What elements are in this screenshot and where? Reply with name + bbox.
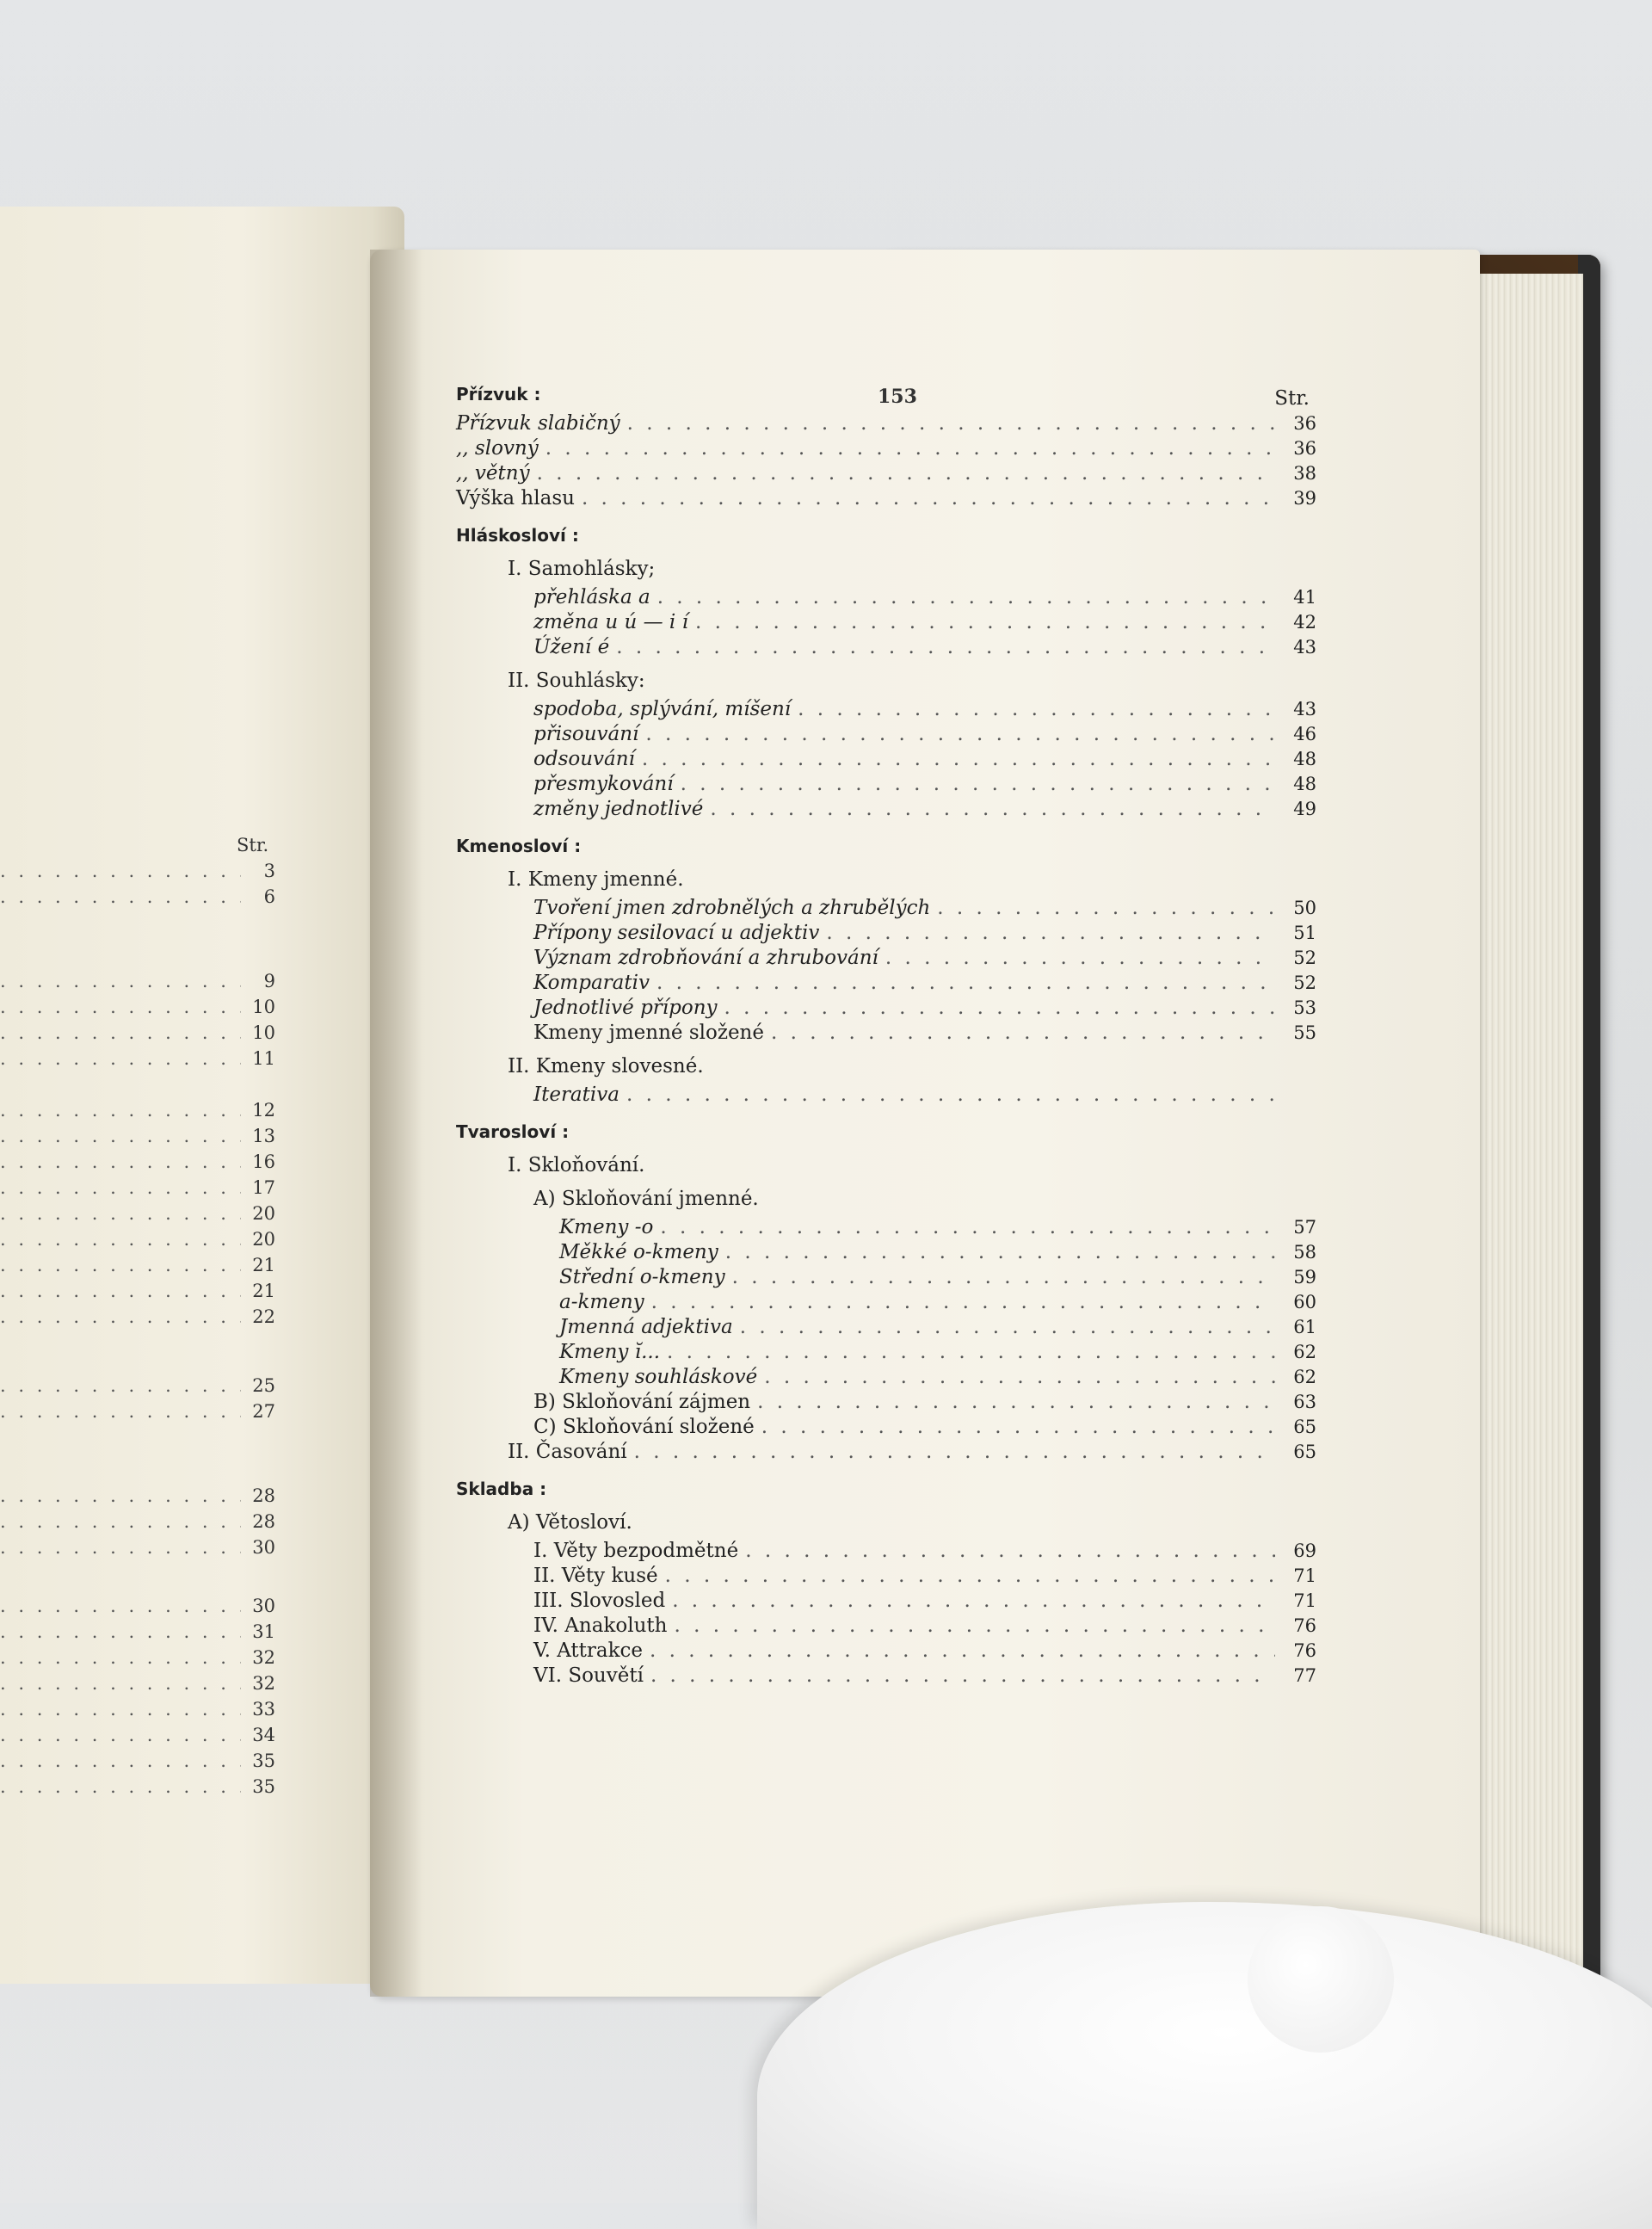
- entry-page-number: 48: [1293, 749, 1316, 769]
- subsection-heading: [456, 868, 1316, 892]
- entry-label: B) Skloňování zájmen: [533, 1391, 751, 1413]
- left-toc-entry: [0, 1022, 275, 1043]
- entry-page-number: 60: [1293, 1292, 1316, 1312]
- entry-page-number: 48: [1293, 774, 1316, 794]
- dot-leader: [651, 1290, 1275, 1315]
- toc-entry: [456, 411, 1316, 436]
- entry-label: I. Samohlásky;: [508, 558, 656, 580]
- toc-entry: [456, 635, 1316, 660]
- toc-entry: [456, 436, 1316, 461]
- dot-leader: [665, 1564, 1275, 1589]
- left-entry-page-number: 21: [252, 1281, 275, 1301]
- dot-leader: [0, 1100, 241, 1121]
- subsection-heading: [456, 669, 1316, 694]
- entry-page-number: 63: [1293, 1392, 1316, 1412]
- entry-page-number: 43: [1293, 699, 1316, 719]
- entry-page-number: 50: [1293, 898, 1316, 918]
- toc-entry: [456, 1589, 1316, 1614]
- left-entry-page-number: 21: [252, 1255, 275, 1275]
- dot-leader: [681, 772, 1275, 797]
- toc-entry: [456, 1240, 1316, 1265]
- toc-entry: [456, 921, 1316, 946]
- left-entry-page-number: 10: [252, 997, 275, 1017]
- dot-leader: [0, 1776, 241, 1797]
- entry-page-number: 52: [1293, 972, 1316, 993]
- toc-entry: [456, 1215, 1316, 1240]
- entry-label: V. Attrakce: [533, 1639, 644, 1662]
- dot-leader: [724, 996, 1275, 1021]
- left-entry-page-number: 32: [252, 1647, 275, 1668]
- toc-entry: [456, 1365, 1316, 1390]
- left-toc-entry: [0, 1126, 275, 1146]
- left-entry-page-number: 10: [252, 1022, 275, 1043]
- entry-label: Přípony sesilovací u adjektiv: [533, 922, 820, 944]
- entry-label: A) Skloňování jmenné.: [533, 1188, 759, 1210]
- left-toc-entry: [0, 1596, 275, 1616]
- entry-label: Jmenná adjektiva: [559, 1316, 733, 1338]
- entry-page-number: 46: [1293, 724, 1316, 744]
- left-entry-page-number: 30: [252, 1537, 275, 1558]
- entry-label: IV. Anakoluth: [533, 1615, 668, 1637]
- dot-leader: [725, 1240, 1275, 1265]
- left-entry-page-number: 17: [252, 1177, 275, 1198]
- entry-page-number: 76: [1293, 1615, 1316, 1636]
- left-entry-page-number: 30: [252, 1596, 275, 1616]
- dot-leader: [0, 997, 241, 1017]
- toc-entry: [456, 1664, 1316, 1689]
- entry-label: a-kmeny: [559, 1291, 644, 1313]
- glove-thumb: [1248, 1906, 1394, 2053]
- left-toc-entry: [0, 1229, 275, 1250]
- left-entry-page-number: 32: [252, 1673, 275, 1694]
- table-of-contents: [456, 370, 1316, 1689]
- toc-entry: [456, 996, 1316, 1021]
- section-heading: Kmenosloví :: [456, 836, 582, 856]
- dot-leader: [0, 1673, 241, 1694]
- entry-label: II. Časování: [508, 1441, 627, 1463]
- toc-entry: [456, 1265, 1316, 1290]
- entry-label: C) Skloňování složené: [533, 1416, 755, 1438]
- entry-label: přehláska a: [533, 586, 650, 608]
- left-toc-entry: [0, 1255, 275, 1275]
- entry-page-number: 65: [1293, 1442, 1316, 1462]
- dot-leader: [885, 946, 1275, 971]
- toc-entry: [456, 1564, 1316, 1589]
- page-number: 153: [878, 386, 917, 408]
- entry-label: Kmeny jmenné složené: [533, 1022, 764, 1044]
- entry-label: Střední o-kmeny: [559, 1266, 725, 1288]
- left-entry-page-number: 9: [263, 971, 275, 991]
- left-str-label: Str.: [237, 835, 269, 855]
- dot-leader: [0, 1647, 241, 1668]
- dot-leader: [0, 1229, 241, 1250]
- entry-page-number: 76: [1293, 1640, 1316, 1661]
- dot-leader: [0, 1126, 241, 1146]
- dot-leader: [656, 971, 1275, 996]
- left-toc-entry: [0, 1750, 275, 1771]
- entry-label: přisouvání: [533, 723, 639, 745]
- entry-page-number: 38: [1293, 463, 1316, 484]
- section-heading: Tvarosloví :: [456, 1121, 570, 1142]
- entry-label: Kmeny ĭ...: [559, 1341, 661, 1363]
- left-entry-page-number: 28: [252, 1511, 275, 1532]
- entry-label: Výška hlasu: [456, 487, 575, 509]
- dot-leader: [0, 886, 241, 907]
- dot-leader: [645, 722, 1275, 747]
- left-entry-page-number: 35: [252, 1750, 275, 1771]
- toc-entry: [456, 461, 1316, 486]
- dot-leader: [626, 1083, 1275, 1108]
- dot-leader: [0, 1485, 241, 1506]
- section-heading: Skladba :: [456, 1479, 547, 1499]
- page-edges: [1463, 274, 1583, 2004]
- toc-entry: [456, 797, 1316, 822]
- dot-leader: [0, 1203, 241, 1224]
- entry-page-number: 71: [1293, 1590, 1316, 1611]
- entry-page-number: 59: [1293, 1267, 1316, 1287]
- dot-leader: [0, 1022, 241, 1043]
- subsection-heading: [456, 1153, 1316, 1178]
- entry-label: ,, větný: [456, 462, 530, 485]
- entry-page-number: 36: [1293, 413, 1316, 434]
- dot-leader: [627, 411, 1275, 436]
- book-gutter: [370, 250, 422, 1997]
- entry-label: III. Slovosled: [533, 1590, 666, 1612]
- entry-page-number: 36: [1293, 438, 1316, 459]
- dot-leader: [657, 585, 1275, 610]
- toc-entry: [456, 1539, 1316, 1564]
- left-entry-page-number: 35: [252, 1776, 275, 1797]
- left-toc-entry: [0, 1485, 275, 1506]
- dot-leader: [0, 1401, 241, 1422]
- toc-entry: [456, 722, 1316, 747]
- entry-page-number: 49: [1293, 799, 1316, 819]
- left-entry-page-number: 6: [263, 886, 275, 907]
- entry-label: změna u ú — i í: [533, 611, 688, 633]
- dot-leader: [0, 1048, 241, 1069]
- dot-leader: [667, 1340, 1275, 1365]
- toc-entry: [456, 1021, 1316, 1046]
- left-toc-entry: [0, 1725, 275, 1745]
- toc-entry: [456, 772, 1316, 797]
- dot-leader: [695, 610, 1275, 635]
- entry-label: spodoba, splývání, míšení: [533, 698, 792, 720]
- left-entry-page-number: 3: [263, 861, 275, 881]
- dot-leader: [546, 436, 1275, 461]
- dot-leader: [650, 1639, 1275, 1664]
- dot-leader: [732, 1265, 1275, 1290]
- left-toc-entry: [0, 1048, 275, 1069]
- entry-page-number: 43: [1293, 637, 1316, 658]
- dot-leader: [642, 747, 1275, 772]
- dot-leader: [0, 1725, 241, 1745]
- entry-label: přesmykování: [533, 773, 674, 795]
- toc-entry: [456, 946, 1316, 971]
- entry-page-number: 69: [1293, 1541, 1316, 1561]
- left-entry-page-number: 12: [252, 1100, 275, 1121]
- dot-leader: [0, 971, 241, 991]
- dot-leader: [757, 1390, 1275, 1415]
- dot-leader: [0, 1537, 241, 1558]
- dot-leader: [0, 1621, 241, 1642]
- entry-label: odsouvání: [533, 748, 635, 770]
- toc-entry: [456, 1614, 1316, 1639]
- dot-leader: [660, 1215, 1275, 1240]
- entry-page-number: 65: [1293, 1417, 1316, 1437]
- left-entry-page-number: 28: [252, 1485, 275, 1506]
- section-heading: Přízvuk :: [456, 384, 541, 404]
- dot-leader: [0, 1255, 241, 1275]
- entry-page-number: 42: [1293, 612, 1316, 633]
- entry-page-number: 62: [1293, 1367, 1316, 1387]
- entry-label: I. Kmeny jmenné.: [508, 868, 684, 891]
- entry-label: A) Větosloví.: [508, 1511, 632, 1534]
- toc-entry: [456, 896, 1316, 921]
- left-entry-page-number: 22: [252, 1306, 275, 1327]
- entry-page-number: 77: [1293, 1665, 1316, 1686]
- dot-leader: [0, 1177, 241, 1198]
- entry-label: Tvoření jmen zdrobnělých a zhrubělých: [533, 897, 931, 919]
- entry-label: Měkké o-kmeny: [559, 1241, 718, 1263]
- entry-page-number: 57: [1293, 1217, 1316, 1238]
- dot-leader: [710, 797, 1275, 822]
- toc-entry: [456, 1083, 1316, 1108]
- entry-label: změny jednotlivé: [533, 798, 704, 820]
- left-toc-entry: [0, 886, 275, 907]
- left-entry-page-number: 13: [252, 1126, 275, 1146]
- entry-label: Význam zdrobňování a zhrubování: [533, 947, 878, 969]
- dot-leader: [0, 1511, 241, 1532]
- entry-page-number: 39: [1293, 488, 1316, 509]
- entry-label: Jednotlivé přípony: [533, 997, 718, 1019]
- entry-page-number: 41: [1293, 587, 1316, 608]
- entry-label: Přízvuk slabičný: [456, 412, 620, 435]
- left-toc-entry: [0, 1673, 275, 1694]
- dot-leader: [771, 1021, 1275, 1046]
- left-entry-page-number: 16: [252, 1152, 275, 1172]
- entry-label: II. Kmeny slovesné.: [508, 1055, 704, 1077]
- toc-entry: [456, 1639, 1316, 1664]
- left-toc-entry: [0, 1177, 275, 1198]
- dot-leader: [0, 1596, 241, 1616]
- section-heading: Hláskosloví :: [456, 525, 579, 546]
- toc-entry: [456, 1390, 1316, 1415]
- left-toc-entry: [0, 1100, 275, 1121]
- entry-label: Kmeny souhláskové: [559, 1366, 758, 1388]
- left-toc-entry: [0, 1511, 275, 1532]
- left-entry-page-number: 11: [252, 1048, 275, 1069]
- entry-page-number: 71: [1293, 1565, 1316, 1586]
- left-entry-page-number: 34: [252, 1725, 275, 1745]
- left-toc-entry: [0, 1401, 275, 1422]
- left-toc-entry: [0, 1776, 275, 1797]
- dot-leader: [634, 1440, 1275, 1465]
- entry-page-number: 52: [1293, 948, 1316, 968]
- dot-leader: [764, 1365, 1275, 1390]
- toc-entry: [456, 486, 1316, 511]
- dot-leader: [826, 921, 1275, 946]
- entry-label: Iterativa: [533, 1084, 620, 1106]
- toc-entry: [456, 610, 1316, 635]
- entry-page-number: 62: [1293, 1342, 1316, 1362]
- entry-label: II. Věty kusé: [533, 1565, 658, 1587]
- toc-entry: [456, 1315, 1316, 1340]
- entry-label: VI. Souvětí: [533, 1664, 644, 1687]
- subsection-heading: [456, 557, 1316, 582]
- entry-label: Kmeny -o: [559, 1216, 654, 1238]
- toc-entry: [456, 1440, 1316, 1465]
- dot-leader: [537, 461, 1275, 486]
- left-toc-entry: [0, 1699, 275, 1720]
- dot-leader: [674, 1614, 1275, 1639]
- entry-page-number: 51: [1293, 923, 1316, 943]
- dot-leader: [582, 486, 1275, 511]
- dot-leader: [650, 1664, 1275, 1689]
- subsection-heading: [456, 1510, 1316, 1535]
- entry-label: II. Souhlásky:: [508, 670, 645, 692]
- toc-entry: [456, 747, 1316, 772]
- entry-label: ,, slovný: [456, 437, 539, 460]
- dot-leader: [0, 1750, 241, 1771]
- left-entry-page-number: 31: [252, 1621, 275, 1642]
- left-toc-entry: [0, 1306, 275, 1327]
- dot-leader: [937, 896, 1275, 921]
- left-toc-entry: [0, 1281, 275, 1301]
- left-entry-page-number: 20: [252, 1229, 275, 1250]
- dot-leader: [745, 1539, 1275, 1564]
- left-toc-entry: [0, 1152, 275, 1172]
- dot-leader: [0, 1281, 241, 1301]
- dot-leader: [0, 861, 241, 881]
- left-toc-entry: [0, 1203, 275, 1224]
- toc-entry: [456, 971, 1316, 996]
- entry-page-number: 58: [1293, 1242, 1316, 1263]
- left-toc-entry: [0, 971, 275, 991]
- subsection-heading: [456, 1187, 1316, 1212]
- toc-entry: [456, 1340, 1316, 1365]
- dot-leader: [761, 1415, 1275, 1440]
- left-toc-entry: [0, 861, 275, 881]
- dot-leader: [0, 1152, 241, 1172]
- entry-label: Komparativ: [533, 972, 650, 994]
- dot-leader: [0, 1306, 241, 1327]
- dot-leader: [798, 697, 1275, 722]
- dot-leader: [616, 635, 1275, 660]
- toc-entry: [456, 1415, 1316, 1440]
- left-toc-entry: [0, 1647, 275, 1668]
- entry-page-number: 55: [1293, 1022, 1316, 1043]
- entry-label: Úžení é: [533, 636, 610, 658]
- subsection-heading: [456, 1054, 1316, 1079]
- dot-leader: [0, 1699, 241, 1720]
- dot-leader: [740, 1315, 1275, 1340]
- left-entry-page-number: 33: [252, 1699, 275, 1720]
- entry-label: I. Věty bezpodmětné: [533, 1540, 739, 1562]
- toc-entry: [456, 697, 1316, 722]
- dot-leader: [0, 1375, 241, 1396]
- entry-label: I. Skloňování.: [508, 1154, 645, 1176]
- left-toc-entry: [0, 1621, 275, 1642]
- toc-entry: [456, 585, 1316, 610]
- dot-leader: [672, 1589, 1275, 1614]
- left-toc-entry: [0, 1537, 275, 1558]
- left-entry-page-number: 25: [252, 1375, 275, 1396]
- str-column-label: Str.: [1274, 387, 1310, 410]
- left-toc-entry: [0, 997, 275, 1017]
- left-entry-page-number: 20: [252, 1203, 275, 1224]
- toc-entry: [456, 1290, 1316, 1315]
- left-entry-page-number: 27: [252, 1401, 275, 1422]
- entry-page-number: 61: [1293, 1317, 1316, 1337]
- entry-page-number: 53: [1293, 997, 1316, 1018]
- left-toc-entry: [0, 1375, 275, 1396]
